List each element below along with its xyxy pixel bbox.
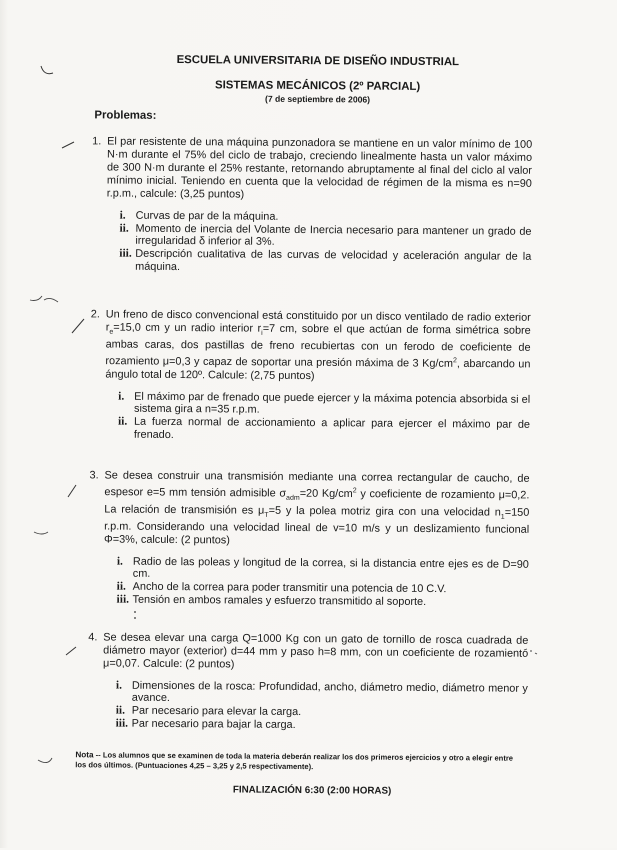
problem-number: 3. [89,469,99,482]
list-item: i. Radio de las poleas y longitud de la correa, si la distancia entre ejes es de D=90 cm. [116,555,529,581]
list-item: iii. Tensión en ambos ramales y esfuerzo transmitido al soporte. [116,593,427,609]
problem-statement: Un freno de disco convencional está constituido por un disco ventilado de radio exterior $r_e=15,0$ cm y un radio interior $r_i=7$ cm, sobre el que actúan de forma simétrica sobre ambas caras, dos pastillas de freno recubiertas con un ferodo de coeficiente de rozamiento μ=0,3 y capaz de soportar una presión máxima de 3 $Kg/cm^2$, abarcando un ángulo total de 120º. Calcule: (2,75 puntos) [105,308,531,382]
problem-statement: Se desea construir una transmisión mediante una correa rectangular de caucho, de espesor e=5 mm tensión admisible $\sigma_{adm}=20$ $Kg/cm^2$ y coeficiente de rozamiento μ=0,2. La relación de transmisión es $\mu_T=5$ y la polea motriz gira con una velocidad $n_1=150$ r.p.m. Considerando una velocidad lineal de v=10 m/s y un deslizamiento funcional Φ=3%, calcule: (2 puntos) [104,469,530,547]
list-item: ii. La fuerza normal de accionamiento a aplicar para ejercer el máximo par de frenado. [117,415,531,441]
problem-statement: Se desea elevar una carga Q=1000 Kg con un gato de tornillo de rosca cuadrada de diámetro mayor (exterior) d=44 mm y paso h=8 mm, con un coeficiente de rozamiento μ=0,07. Calcule: (2 puntos) [103,631,529,671]
school-name: ESCUELA UNIVERSITARIA DE DISEÑO INDUSTRIAL [176,54,460,69]
problem-statement: El par resistente de una máquina punzonadora se mantiene en un valor mínimo de 100 N·m durante el 75% del ciclo de trabajo, creciendo linealmente hasta un valor máximo de 300 N·m durante el 25% restante, retornando abruptamente al final del ciclo al valor mínimo inicial. Teniendo en cuenta que la velocidad de régimen de la misma es n=90 r.p.m., calcule: (3,25 puntos) [106,135,533,201]
problems-heading: Problemas: [94,109,157,122]
exam-date: (7 de septiembre de 2006) [264,93,371,105]
list-item: i. El máximo par de frenado que puede ejercer y la máxima potencia absorbida si el sistema gira a n=35 r.p.m. [118,390,531,416]
finish-time: FINALIZACIÓN 6:30 (2:00 HORAS) [232,784,392,797]
list-item: i. Curvas de par de la máquina. [119,209,279,223]
problem-number: 2. [90,308,100,321]
list-item: ii. Par necesario para elevar la carga. [115,704,302,719]
problem-number: 1. [92,135,102,148]
list-item: i. Dimensiones de la rosca: Profundidad, ancho, diámetro medio, diámetro menor y avance. [115,679,528,705]
exam-note: Nota -- Los alumnos que se examinen de toda la materia deberán realizar los dos primeros ejercicios y otro a elegir entre los dos últimos. (Puntuaciones 4,25 – 3,25 y 2,5 respectivamente). [75,750,514,772]
list-item: iii. Par necesario para bajar la carga. [115,717,296,732]
problem-number: 4. [88,631,98,644]
exam-title: SISTEMAS MECÁNICOS (2º PARCIAL) [214,79,421,93]
list-item: ii. Momento de inercia del Volante de Inercia necesario para mantener un grado de irregularidad δ inferior al 3%. [119,222,532,249]
list-item: ii. Ancho de la correa para poder transmitir una potencia de 10 C.V. [116,580,447,596]
list-item: iii. Descripción cualitativa de las curvas de velocidad y aceleración angular de la máquina. [119,247,532,273]
